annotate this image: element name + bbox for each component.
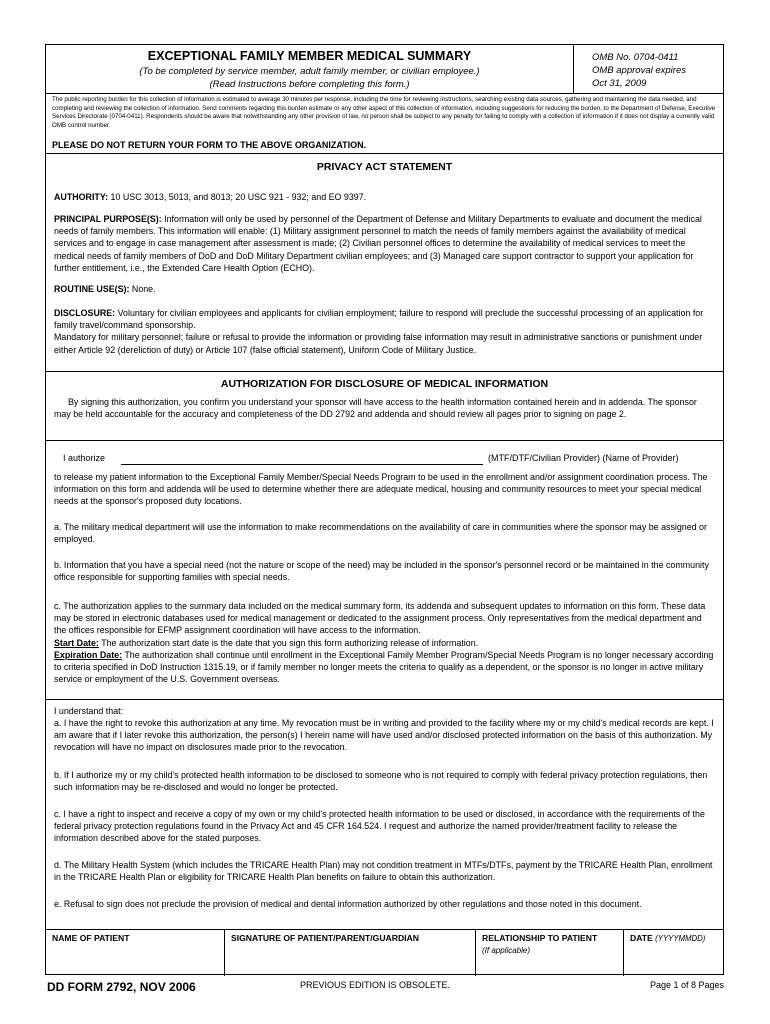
rule [46, 93, 723, 94]
patient-name-field[interactable] [46, 929, 224, 976]
authorization-heading: AUTHORIZATION FOR DISCLOSURE OF MEDICAL INFORMATION [220, 378, 549, 390]
understand-item-a: a. I have the right to revoke this authorization at any time. My revocation must be in writing and provided to the facility where my or my child's medical records are kept. I am aware that if I later revoke this authorization, the person(s) I herein name will have used and/or disclosed protected information on the basis of this authorization. My revocation will have no impact on disclosures made prior to the revocation. [54, 718, 714, 753]
relationship-note: (If applicable) [482, 946, 531, 955]
signature-label: SIGNATURE OF PATIENT/PARENT/GUARDIAN [231, 933, 419, 943]
omb-approval: OMB approval expires [592, 65, 686, 76]
header-divider [573, 45, 574, 93]
relationship-field[interactable] [476, 929, 623, 976]
signature-field[interactable] [225, 929, 475, 976]
disclosure-paragraph: DISCLOSURE: Voluntary for civilian employees and applicants for civilian employment; failure to respond will preclude the successful processing of an application for family travel/command sponsorship. Mandatory for military personnel; failure or refusal to provide the information or providing false information may result in administrative sanctions or punishment under either Article 92 (dereliction of duty) or Article 107 (false official statement), Uniform Code of Military Justice. [54, 308, 704, 355]
rule [46, 153, 723, 154]
rule [46, 440, 723, 441]
purpose-paragraph: PRINCIPAL PURPOSE(S): Information will only be used by personnel of the Department of Defense and Military Departments to evaluate and document the medical needs of family members. This information will enable: (1) Military assignment personnel to match the needs of family members against the availability of medical services and to engage in case management after assessment is made; (2) Civilian personnel offices to determine the availability of medical services to meet the medical needs of family members of DoD and DoD Military Department civilian employees; and (3) Managed care support contractor to support your application for further entitlement, i.e., the Extended Care Health Option (ECHO). [54, 214, 702, 273]
rule [46, 699, 723, 700]
omb-date: Oct 31, 2009 [592, 78, 647, 89]
provider-name-field[interactable] [121, 464, 483, 465]
understand-intro: I understand that: [54, 706, 124, 716]
do-not-return-notice: PLEASE DO NOT RETURN YOUR FORM TO THE ABOVE ORGANIZATION. [52, 140, 367, 150]
release-paragraph: to release my patient information to the Exceptional Family Member/Special Needs Program to be used in the enrollment and/or assignment coordination process. The information on this form and addenda will be used to determine whether there are adequate medical, housing and community resources to meet your special medical needs at the sponsor's proposed duty locations. [54, 472, 708, 507]
form-instructions-note: (Read Instructions before completing this form.) [209, 79, 410, 90]
omb-number: OMB No. 0704-0411 [592, 52, 679, 63]
form-frame [45, 44, 724, 975]
authorization-intro: By signing this authorization, you confirm you understand your sponsor will have access to the health information contained herein and in addenda. The sponsor may be held accountable for the accuracy and completeness of the DD 2792 and addenda and should review all pages prior to signing on page 2. [54, 397, 697, 420]
routine-use-paragraph: ROUTINE USE(S): None. [54, 284, 156, 294]
understand-item-c: c. I have a right to inspect and receive a copy of my own or my child's protected health information to be used or disclosed, in accordance with the requirements of the federal privacy protection regulations found in the Privacy Act and 45 CFR 164.524. I request and authorize the named provider/treatment facility to release the information described above for the stated purposes. [54, 809, 705, 844]
authorization-item-b: b. Information that you have a special need (not the nature or scope of the need) may be included in the sponsor's personnel record or be maintained in the community office responsible for supporting families with special needs. [54, 560, 709, 583]
relationship-label: RELATIONSHIP TO PATIENT [482, 933, 598, 943]
patient-name-label: NAME OF PATIENT [52, 933, 130, 943]
date-label: DATE (YYYYMMDD) [630, 933, 706, 943]
understand-item-e: e. Refusal to sign does not preclude the provision of medical and dental information authorized by other regulations and those noted in this document. [54, 899, 642, 909]
understand-item-b: b. If I authorize my or my child's protected health information to be disclosed to someone who is not required to comply with federal privacy protection regulations, then such information may be re-disclosed and would no longer be protected. [54, 770, 708, 793]
date-field[interactable] [624, 929, 724, 976]
i-authorize-label: I authorize [63, 453, 106, 463]
rule [46, 371, 723, 372]
form-subtitle: (To be completed by service member, adult family member, or civilian employee.) [139, 66, 480, 77]
provider-label: (MTF/DTF/Civilian Provider) (Name of Provider) [488, 453, 679, 463]
form-title: EXCEPTIONAL FAMILY MEMBER MEDICAL SUMMARY [147, 49, 472, 63]
authorization-item-a: a. The military medical department will use the information to make recommendations on the availability of care in communities where the sponsor may be assigned or employed. [54, 522, 707, 545]
page-number: Page 1 of 8 Pages [649, 980, 724, 990]
understand-item-d: d. The Military Health System (which includes the TRICARE Health Plan) may not condition treatment in MTFs/DTFs, payment by the TRICARE Health Plan, enrollment in the TRICARE Health Plan or eligibility for TRICARE Health Plan benefits on failure to obtain this authorization. [54, 860, 713, 883]
obsolete-notice: PREVIOUS EDITION IS OBSOLETE. [300, 980, 451, 990]
privacy-heading: PRIVACY ACT STATEMENT [316, 161, 453, 173]
burden-statement: The public reporting burden for this collection of information is estimated to average 30 minutes per response, including the time for reviewing instructions, searching existing data sources, gathering and maintaining the data needed, and completing and reviewing the collection of information. Send comments regarding this burden estimate or any other aspect of this collection of information, including suggestions for reducing the burden, to the Department of Defense, Executive Services Directorate (0704-0411). Respondents should be aware that notwithstanding any other provision of law, no person shall be subject to any penalty for failing to comply with a collection of information if it does not display a currently valid OMB control number. [52, 96, 716, 129]
form-id: DD FORM 2792, NOV 2006 [47, 980, 196, 994]
authorization-item-c: c. The authorization applies to the summary data included on the medical summary form, its addenda and subsequent updates to information on this form. These data may be stored in electronic databases used for medical management or dedicated to the assignment process. Only representatives from the medical department and the offices responsible for EFMP assignment coordination will have access to the information. Start Date: The authorization start date is the date that you sign this form authorizing release of information. Expiration Date: The authorization shall continue until enrollment in the Exceptional Family Member Program/Special Needs Program is no longer necessary according to criteria specified in DoD Instruction 1315.19, or if family member no longer meets the criteria to qualify as a dependent, or the sponsor is no longer in active military service or employment of the U.S. Government overseas. [54, 601, 714, 685]
authority-paragraph: AUTHORITY: 10 USC 3013, 5013, and 8013; 20 USC 921 - 932; and EO 9397. [54, 192, 367, 202]
